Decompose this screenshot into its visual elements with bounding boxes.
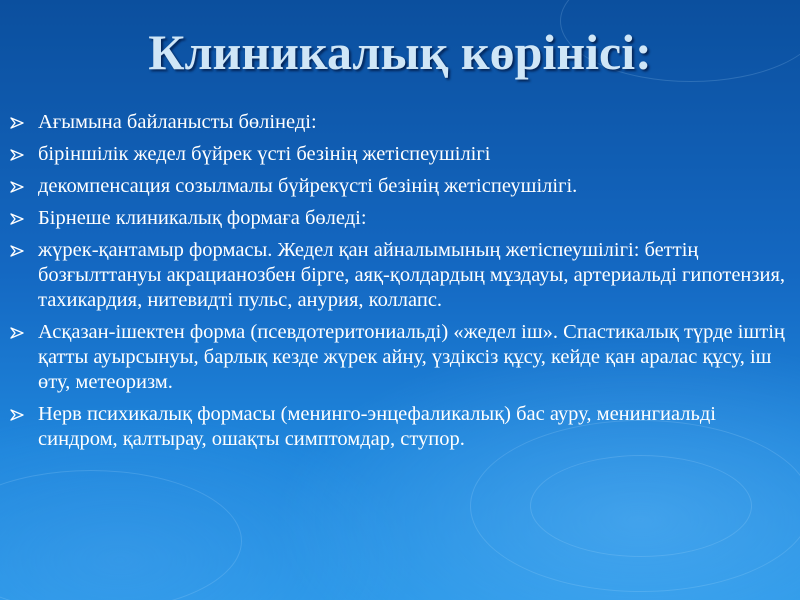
bullet-text: жүрек-қантамыр формасы. Жедел қан айналымының жетіспеушілігі: беттің бозғылттануы акрацианозбен бірге, аяқ-қолдардың мұздауы, артериальді гипотензия, тахикардия, нитевидті пульс, анурия, коллапс. <box>38 239 786 311</box>
bullet-text: декомпенсация созылмалы бүйрекүсті безінің жетіспеушілігі. <box>38 175 578 197</box>
bullet-text: Нерв психикалық формасы (менинго-энцефаликалық) бас ауру, менингиальді синдром, қалтырау, ошақты симптомдар, ступор. <box>38 403 716 450</box>
bullet-text: біріншілік жедел бүйрек үсті безінің жетіспеушілігі <box>38 143 491 165</box>
arrowhead-bullet-icon <box>10 181 24 193</box>
bullet-text: Бірнеше клиникалық формаға бөледі: <box>38 207 367 229</box>
arrowhead-bullet-icon <box>10 327 24 339</box>
bullet-item <box>8 238 792 313</box>
arrowhead-bullet-icon <box>10 213 24 225</box>
arrowhead-bullet-icon <box>10 409 24 421</box>
arrowhead-bullet-icon <box>10 245 24 257</box>
bullet-item <box>8 320 792 395</box>
bullet-item <box>8 174 792 199</box>
bullet-item <box>8 110 792 135</box>
bullet-text: Асқазан-ішектен форма (псевдотеритониальді) «жедел іш». Спастикалық түрде іштің қатты ауырсынуы, барлық кезде жүрек айну, үздіксіз құсу, кейде қан аралас құсу, іш өту, метеоризм. <box>38 321 785 393</box>
bullet-list <box>8 110 792 459</box>
slide-title: Клиникалық көрінісі: <box>148 24 652 80</box>
bullet-item <box>8 142 792 167</box>
bullet-item <box>8 402 792 452</box>
bullet-item <box>8 206 792 231</box>
arrowhead-bullet-icon <box>10 117 24 129</box>
arrowhead-bullet-icon <box>10 149 24 161</box>
bullet-text: Ағымына байланысты бөлінеді: <box>38 111 317 133</box>
